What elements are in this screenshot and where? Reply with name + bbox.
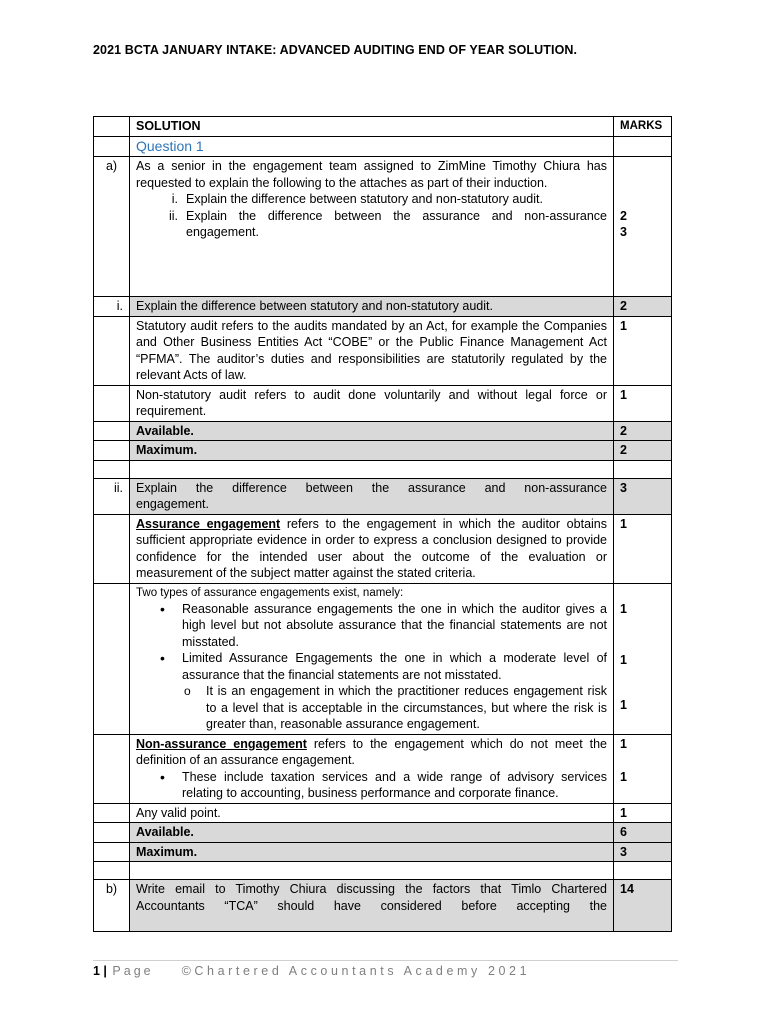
assurance-definition: refers to the engagement in which the auditor obtains sufficient appropriate evidence in order to express a conclusion designed to provide confidence for the intended user about the outcome of the evaluation or measurement of the subject matter against the stated criteria. <box>136 516 607 580</box>
part-a-item-mark: 2 <box>620 208 627 223</box>
page-number: 1 <box>93 964 100 978</box>
limited-sub-bullet: o It is an engagement in which the practitioner reduces engagement risk to a level that is acceptable in the circumstances, but where the risk is greater than, reasonable assurance engagement. <box>206 683 607 733</box>
part-a-item: i. Explain the difference between statutory and non-statutory audit. <box>171 192 543 206</box>
solution-table <box>93 116 672 932</box>
sec-ii-nonassurance-row <box>94 734 672 803</box>
sec-ii-label: ii. <box>94 478 130 514</box>
part-a-items <box>136 191 607 241</box>
part-b-row <box>94 880 672 932</box>
any-valid-mark: 1 <box>614 803 672 823</box>
sec-i-maximum-mark: 2 <box>614 441 672 461</box>
sec-ii-maximum-label: Maximum. <box>130 842 614 862</box>
non-assurance-mark: 1 <box>620 736 627 751</box>
sec-ii-available-row <box>94 823 672 843</box>
part-b-mark: 14 <box>614 880 672 932</box>
sec-ii-assurance-mark: 1 <box>614 514 672 583</box>
reasonable-mark: 1 <box>620 602 627 616</box>
sec-i-available-mark: 2 <box>614 421 672 441</box>
sec-i-available-label: Available. <box>130 421 614 441</box>
sec-i-available-row <box>94 421 672 441</box>
sec-i-maximum-label: Maximum. <box>130 441 614 461</box>
limited-bullet: • Limited Assurance Engagements the one in which a moderate level of assurance that the financial statements are not misstated. <box>182 650 607 683</box>
non-assurance-bullet-mark: 1 <box>620 769 627 784</box>
non-assurance-term: Non-assurance engagement <box>136 736 307 751</box>
copyright-notice: ©Chartered Accountants Academy 2021 <box>181 964 531 978</box>
sec-i-nonstatutory: Non-statutory audit refers to audit done voluntarily and without legal force or requirement. <box>130 385 614 421</box>
question-heading: Question 1 <box>136 137 204 154</box>
part-a-intro: As a senior in the engagement team assigned to ZimMine Timothy Chiura has requested to explain the following to the attaches as part of their induction. <box>136 159 607 190</box>
non-assurance-definition: refers to the engagement which do not meet the definition of an assurance engagement. <box>136 736 607 767</box>
limited-mark: 1 <box>620 653 627 667</box>
sec-ii-anyvalid-row <box>94 803 672 823</box>
sec-i-statutory-row <box>94 316 672 385</box>
table-header-row <box>94 117 672 137</box>
part-a-row <box>94 157 672 297</box>
footer-divider <box>93 960 678 961</box>
part-b-text: Write email to Timothy Chiura discussing the factors that Timlo Chartered Accountants “TCA” should have considered before accepting the <box>130 880 614 932</box>
sec-i-nonstatutory-row <box>94 385 672 421</box>
part-a-label: a) <box>94 157 130 297</box>
sec-ii-title: Explain the difference between the assurance and non-assurance engagement. <box>130 478 614 514</box>
part-b-label: b) <box>94 880 130 932</box>
sec-i-title: Explain the difference between statutory and non-statutory audit. <box>130 297 614 317</box>
limited-sub-mark: 1 <box>620 698 627 712</box>
sec-i-statutory-mark: 1 <box>614 316 672 385</box>
any-valid-point: Any valid point. <box>130 803 614 823</box>
types-intro: Two types of assurance engagements exist, namely: <box>136 586 404 599</box>
sec-ii-title-row <box>94 478 672 514</box>
part-a-item-mark: 3 <box>620 225 627 239</box>
document-title: 2021 BCTA JANUARY INTAKE: ADVANCED AUDITING END OF YEAR SOLUTION. <box>93 43 578 57</box>
page-footer <box>93 964 530 978</box>
sec-ii-types-row <box>94 583 672 734</box>
sec-i-statutory: Statutory audit refers to the audits mandated by an Act, for example the Companies and Other Business Entities Act “COBE” or the Public Finance Management Act “PFMA”. The auditor’s duties and responsibilities are statutorily regulated by the relevant Acts of law. <box>130 316 614 385</box>
sec-i-label: i. <box>94 297 130 317</box>
assurance-term: Assurance engagement <box>136 516 281 531</box>
sec-ii-maximum-row <box>94 842 672 862</box>
header-solution: SOLUTION <box>130 117 614 137</box>
page-separator: | <box>99 964 111 978</box>
sec-ii-assurance-row <box>94 514 672 583</box>
page-word: Page <box>112 964 154 978</box>
spacer-row <box>94 862 672 880</box>
sec-ii-title-mark: 3 <box>614 478 672 514</box>
part-a-item: ii. Explain the difference between the assurance and non-assurance engagement. <box>168 208 607 239</box>
sec-ii-maximum-mark: 3 <box>614 842 672 862</box>
sec-i-maximum-row <box>94 441 672 461</box>
sec-ii-available-mark: 6 <box>614 823 672 843</box>
sec-i-title-row <box>94 297 672 317</box>
header-marks: MARKS <box>614 117 672 137</box>
sec-i-title-mark: 2 <box>614 297 672 317</box>
non-assurance-bullet: • These include taxation services and a wide range of advisory services relating to accounting, business performance and corporate finance. <box>182 769 607 802</box>
sec-ii-available-label: Available. <box>130 823 614 843</box>
header-blank <box>94 117 130 137</box>
question-row <box>94 136 672 157</box>
sec-i-nonstatutory-mark: 1 <box>614 385 672 421</box>
spacer-row <box>94 460 672 478</box>
reasonable-bullet: • Reasonable assurance engagements the one in which the auditor gives a high level but not absolute assurance that the financial statements are not misstated. <box>182 601 607 651</box>
